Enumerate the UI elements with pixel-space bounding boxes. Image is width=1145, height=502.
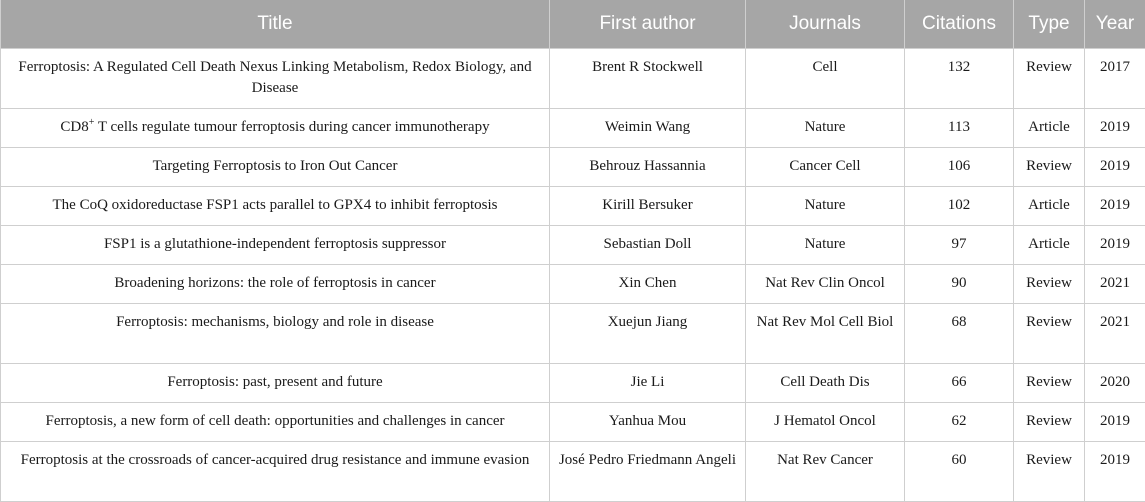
cell-title: Broadening horizons: the role of ferroptosis in cancer — [1, 265, 550, 304]
title-text: T cells regulate tumour ferroptosis during cancer immunotherapy — [94, 119, 489, 135]
cell-journal: J Hematol Oncol — [746, 403, 905, 442]
cell-year: 2020 — [1085, 364, 1145, 403]
header-citations: Citations — [905, 0, 1014, 49]
title-superscript: + — [89, 117, 95, 128]
cell-type: Article — [1014, 226, 1085, 265]
table-row — [1, 226, 1145, 265]
header-title: Title — [1, 0, 550, 49]
cell-title — [1, 109, 550, 148]
cell-title: Ferroptosis: mechanisms, biology and role in disease — [1, 304, 550, 364]
cell-title: The CoQ oxidoreductase FSP1 acts parallel to GPX4 to inhibit ferroptosis — [1, 187, 550, 226]
cell-citations: 132 — [905, 49, 1014, 109]
cell-journal: Nat Rev Cancer — [746, 442, 905, 502]
header-year: Year — [1085, 0, 1145, 49]
cell-journal: Cell Death Dis — [746, 364, 905, 403]
cell-journal: Nat Rev Mol Cell Biol — [746, 304, 905, 364]
cell-citations: 113 — [905, 109, 1014, 148]
cell-type: Review — [1014, 304, 1085, 364]
table-row — [1, 265, 1145, 304]
cell-author: Yanhua Mou — [550, 403, 746, 442]
cell-type: Review — [1014, 148, 1085, 187]
cell-journal: Cell — [746, 49, 905, 109]
table-row — [1, 187, 1145, 226]
header-first-author: First author — [550, 0, 746, 49]
cell-citations: 68 — [905, 304, 1014, 364]
cell-author: Brent R Stockwell — [550, 49, 746, 109]
cell-journal: Nat Rev Clin Oncol — [746, 265, 905, 304]
cell-title: Ferroptosis: A Regulated Cell Death Nexus Linking Metabolism, Redox Biology, and Disease — [1, 49, 550, 109]
cell-author: Xuejun Jiang — [550, 304, 746, 364]
table-row — [1, 148, 1145, 187]
cell-year: 2019 — [1085, 403, 1145, 442]
table-row — [1, 364, 1145, 403]
cell-year: 2019 — [1085, 187, 1145, 226]
table-row — [1, 442, 1145, 502]
cell-year: 2021 — [1085, 304, 1145, 364]
cell-citations: 106 — [905, 148, 1014, 187]
table-row — [1, 109, 1145, 148]
cell-citations: 66 — [905, 364, 1014, 403]
cell-title: Ferroptosis: past, present and future — [1, 364, 550, 403]
cell-type: Review — [1014, 442, 1085, 502]
cell-type: Article — [1014, 109, 1085, 148]
cell-type: Review — [1014, 49, 1085, 109]
cell-year: 2019 — [1085, 148, 1145, 187]
cell-year: 2019 — [1085, 442, 1145, 502]
table-row — [1, 304, 1145, 364]
cell-journal: Nature — [746, 226, 905, 265]
cell-title: FSP1 is a glutathione-independent ferroptosis suppressor — [1, 226, 550, 265]
cell-author: Kirill Bersuker — [550, 187, 746, 226]
cell-title: Targeting Ferroptosis to Iron Out Cancer — [1, 148, 550, 187]
header-row — [1, 0, 1145, 49]
cell-journal: Nature — [746, 187, 905, 226]
cell-year: 2019 — [1085, 226, 1145, 265]
header-journals: Journals — [746, 0, 905, 49]
cell-year: 2019 — [1085, 109, 1145, 148]
cell-journal: Nature — [746, 109, 905, 148]
cell-author: Xin Chen — [550, 265, 746, 304]
cell-title: Ferroptosis at the crossroads of cancer-acquired drug resistance and immune evasion — [1, 442, 550, 502]
cell-type: Review — [1014, 265, 1085, 304]
cell-author: Jie Li — [550, 364, 746, 403]
cell-author: Weimin Wang — [550, 109, 746, 148]
cell-author: Behrouz Hassannia — [550, 148, 746, 187]
cell-citations: 62 — [905, 403, 1014, 442]
cell-citations: 90 — [905, 265, 1014, 304]
cell-citations: 97 — [905, 226, 1014, 265]
cell-year: 2021 — [1085, 265, 1145, 304]
table-row — [1, 49, 1145, 109]
cell-author: Sebastian Doll — [550, 226, 746, 265]
cell-type: Review — [1014, 403, 1085, 442]
cell-year: 2017 — [1085, 49, 1145, 109]
cell-author: José Pedro Friedmann Angeli — [550, 442, 746, 502]
cell-citations: 60 — [905, 442, 1014, 502]
cell-citations: 102 — [905, 187, 1014, 226]
cell-type: Article — [1014, 187, 1085, 226]
cell-title: Ferroptosis, a new form of cell death: opportunities and challenges in cancer — [1, 403, 550, 442]
header-type: Type — [1014, 0, 1085, 49]
cell-type: Review — [1014, 364, 1085, 403]
cell-journal: Cancer Cell — [746, 148, 905, 187]
title-text: CD8 — [60, 119, 88, 135]
table-row — [1, 403, 1145, 442]
